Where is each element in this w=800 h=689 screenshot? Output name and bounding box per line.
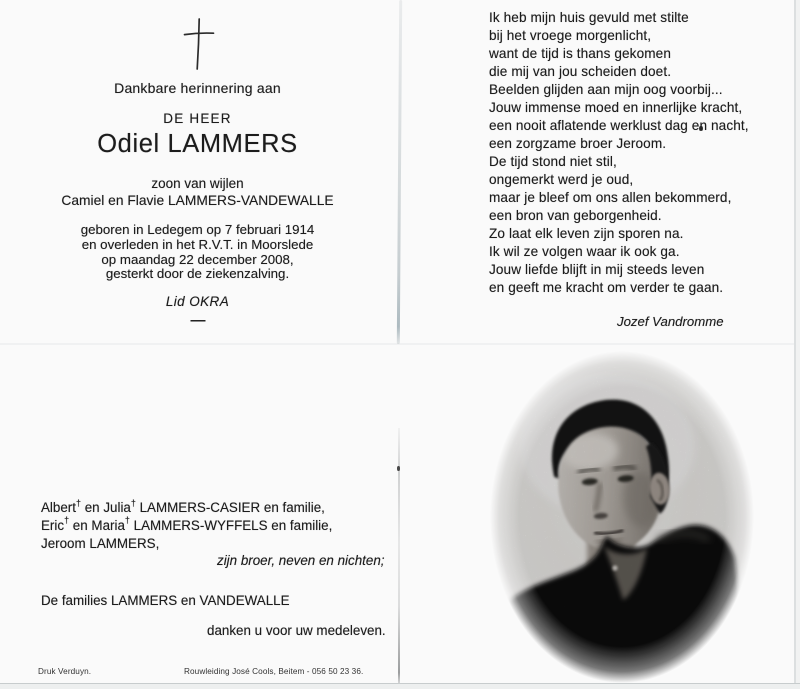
scan-edge-right-line [794, 0, 796, 689]
poem-line: Jouw immense moed en innerlijke kracht, [489, 100, 743, 115]
cross-icon [40, 16, 355, 74]
portrait-photo [487, 350, 759, 684]
poem-line: die mij van jou scheiden doet. [489, 64, 672, 79]
poem-line: maar je bleef om ons allen bekommerd, [489, 190, 732, 205]
parents-names: Camiel en Flavie LAMMERS-VANDEWALLE [61, 193, 334, 208]
scan-edge-right-area [796, 0, 800, 689]
families-text: De families LAMMERS en VANDEWALLE [41, 593, 290, 608]
life-detail-line: geboren in Ledegem op 7 februari 1914 [80, 222, 315, 237]
scan-seam-horizontal [0, 343, 800, 345]
relation-text: zijn broer, neven en nichten; [217, 553, 385, 568]
dagger-symbol: † [64, 515, 70, 526]
poem-line: een zorgzame broer Jeroom. [489, 136, 667, 151]
poem-line: Jouw liefde blijft in mij steeds leven [489, 262, 705, 277]
honorific-text: DE HEER [163, 111, 232, 126]
poem-line: Zo laat elk leven zijn sporen na. [489, 226, 684, 241]
membership-text: Lid OKRA [165, 294, 230, 310]
divider-dash: — [190, 312, 205, 330]
poem-line: want de tijd is thans gekomen [489, 46, 671, 61]
fold-line-top [397, 0, 402, 344]
life-details [40, 223, 355, 282]
poem-panel [489, 10, 789, 298]
life-detail-line: gesterkt door de ziekenzalving. [105, 266, 290, 282]
poem-line: een bron van geborgenheid. [489, 208, 662, 223]
lineage-intro: zoon van wijlen [151, 176, 244, 191]
printer-credit: Druk Verduyn. [38, 667, 92, 676]
poem-author: Jozef Vandromme [617, 314, 724, 329]
poem-line: en geeft me kracht om verder te gaan. [489, 280, 724, 295]
dedication-text: Dankbare herinnering aan [114, 80, 281, 96]
poem-line: ongemerkt werd je oud, [489, 172, 634, 187]
funeral-home-credit: Rouwleiding José Cools, Beitem - 056 50 23 36. [184, 667, 364, 676]
thanks-text: danken u voor uw medeleven. [207, 623, 386, 638]
poem-line: Ik heb mijn huis gevuld met stilte [489, 10, 689, 25]
life-detail-line: en overleden in het R.V.T. in Moorslede [81, 236, 314, 252]
relative-line: Eric† en Maria† LAMMERS-WYFFELS en familie, [41, 515, 333, 533]
poem-line: De tijd stond niet stil, [489, 154, 617, 169]
life-detail-line: op maandag 22 december 2008, [101, 251, 294, 267]
acknowledgement-panel [41, 497, 333, 553]
dagger-symbol: † [124, 515, 130, 526]
scan-speck [397, 466, 400, 471]
relative-line: Jeroom LAMMERS, [41, 535, 160, 551]
relative-line: Albert† en Julia† LAMMERS-CASIER en familie, [41, 497, 325, 515]
card-front-panel [40, 16, 355, 329]
poem-line: een nooit aflatende werklust dag en nacht, [489, 118, 749, 133]
deceased-name: Odiel LAMMERS [97, 130, 298, 158]
dagger-symbol: † [75, 497, 81, 508]
poem-line: Beelden glijden aan mijn oog voorbij... [489, 82, 723, 97]
poem-line: bij het vroege morgenlicht, [489, 28, 652, 43]
dagger-symbol: † [130, 497, 136, 508]
poem-line: Ik wil ze volgen waar ik ook ga. [489, 244, 680, 259]
